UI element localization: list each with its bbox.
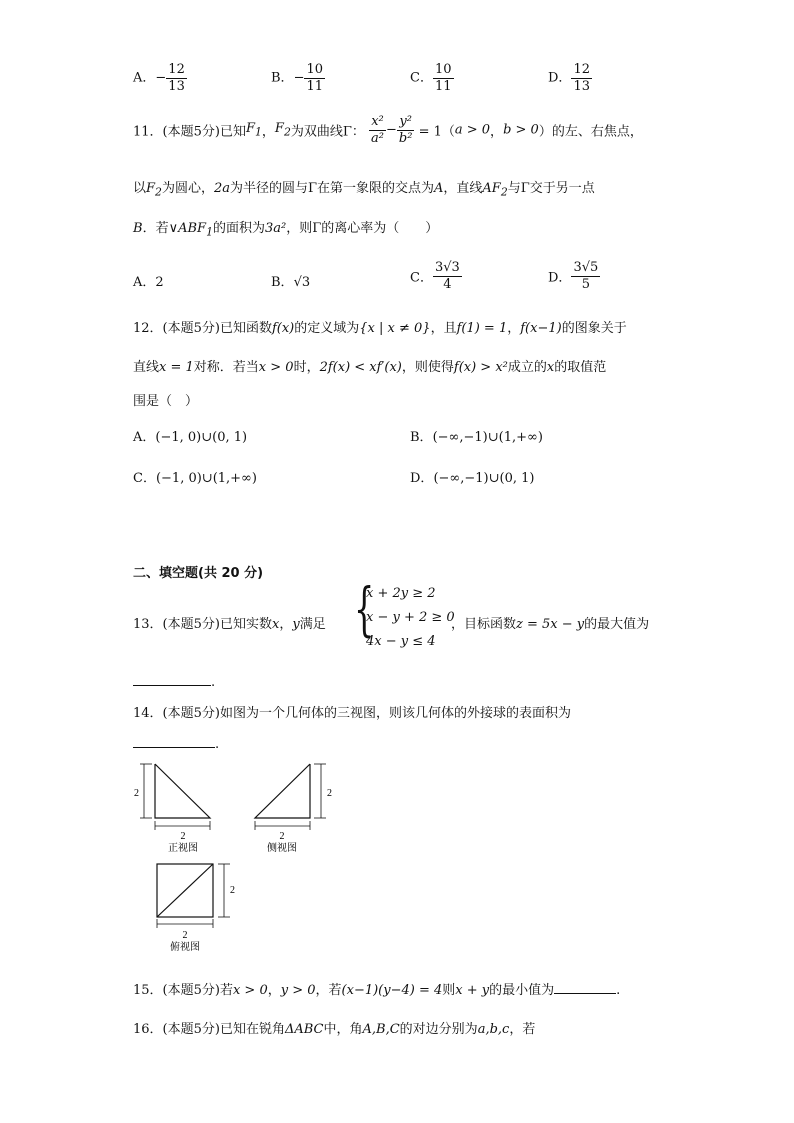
top-view-width-label: 2 (182, 930, 188, 941)
front-view-height-label: 2 (134, 788, 139, 799)
q11-line-3: B．若$\vee ABF_1$的面积为3a²，则Γ的离心率为（ ） (133, 221, 439, 239)
q11-line-1: 11．(本题5分)已知$F_1$，$F_2$为双曲线Γ： $\frac{\text{x²}}{\text{a²}}$ − $\frac{\text{y²}}{\text{b²}}$ = 1（a > 0，b > 0）的左、右焦点， (133, 114, 643, 146)
q11-line-2: 以$F_2$为圆心，2a为半径的圆与Γ在第一象限的交点为A，直线$AF_2$与Γ交于另一点 (133, 181, 595, 199)
top-view-height-label: 2 (230, 885, 235, 896)
q14-answer-blank: . (133, 733, 219, 752)
three-view-diagram (130, 758, 350, 958)
constraint-3: 4x − y ≤ 4 (366, 634, 436, 649)
q10-option-b: B．− $\frac{10}{11}$ (271, 62, 324, 94)
q12-option-d: D．(−∞,−1)∪(0, 1) (410, 471, 535, 486)
q11-option-d: D． $\frac{3√5}{5}$ (548, 260, 599, 292)
q12-option-b: B．(−∞,−1)∪(1,+∞) (410, 430, 543, 445)
system-brace: { (354, 575, 375, 643)
constraint-2: x − y + 2 ≥ 0 (366, 610, 455, 625)
front-view (140, 764, 210, 830)
q11-option-c: C． $\frac{3√3}{4}$ (410, 260, 460, 292)
q13-line: 13．(本题5分)已知实数x，y满足 (133, 617, 326, 632)
q12-line-2: 直线x = 1对称．若当x > 0时，2f(x) < xf′(x)，则使得f(x) > x²成立的x的取值范 (133, 360, 607, 375)
side-view-name: 侧视图 (267, 843, 297, 854)
top-view (157, 864, 230, 928)
q12-line-3: 围是（ ） (133, 394, 199, 409)
q13-objective: ，目标函数z = 5x − y的最大值为 (451, 617, 650, 632)
q13-answer-blank: . (133, 671, 215, 690)
q12-line-1: 12．(本题5分)已知函数f(x)的定义域为{x | x ≠ 0}，且f(1) = 1，f(x−1)的图象关于 (133, 321, 627, 336)
top-view-name: 俯视图 (170, 942, 200, 953)
front-view-name: 正视图 (168, 843, 198, 854)
side-view-width-label: 2 (279, 831, 285, 842)
q12-option-a: A．(−1, 0)∪(0, 1) (133, 430, 248, 445)
q11-option-b: B．√3 (271, 275, 311, 290)
q16-line: 16．(本题5分)已知在锐角ΔABC中，角A,B,C的对边分别为a,b,c，若 (133, 1022, 536, 1037)
q10-option-a: A．− $\frac{12}{13}$ (133, 62, 185, 94)
side-view (255, 764, 326, 830)
q10-option-c: C． $\frac{10}{11}$ (410, 62, 452, 94)
constraint-1: x + 2y ≥ 2 (366, 586, 436, 601)
front-view-width-label: 2 (180, 831, 186, 842)
q11-option-a: A．2 (133, 275, 164, 290)
q10-option-d: D． $\frac{12}{13}$ (548, 62, 590, 94)
side-view-height-label: 2 (327, 788, 332, 799)
section-2-heading: 二、填空题(共 20 分) (133, 566, 264, 581)
q12-option-c: C．(−1, 0)∪(1,+∞) (133, 471, 257, 486)
q14-line: 14．(本题5分)如图为一个几何体的三视图，则该几何体的外接球的表面积为 (133, 706, 571, 721)
q15-line: 15．(本题5分)若x > 0，y > 0，若(x−1)(y−4) = 4则x + y的最小值为 . (133, 979, 620, 998)
